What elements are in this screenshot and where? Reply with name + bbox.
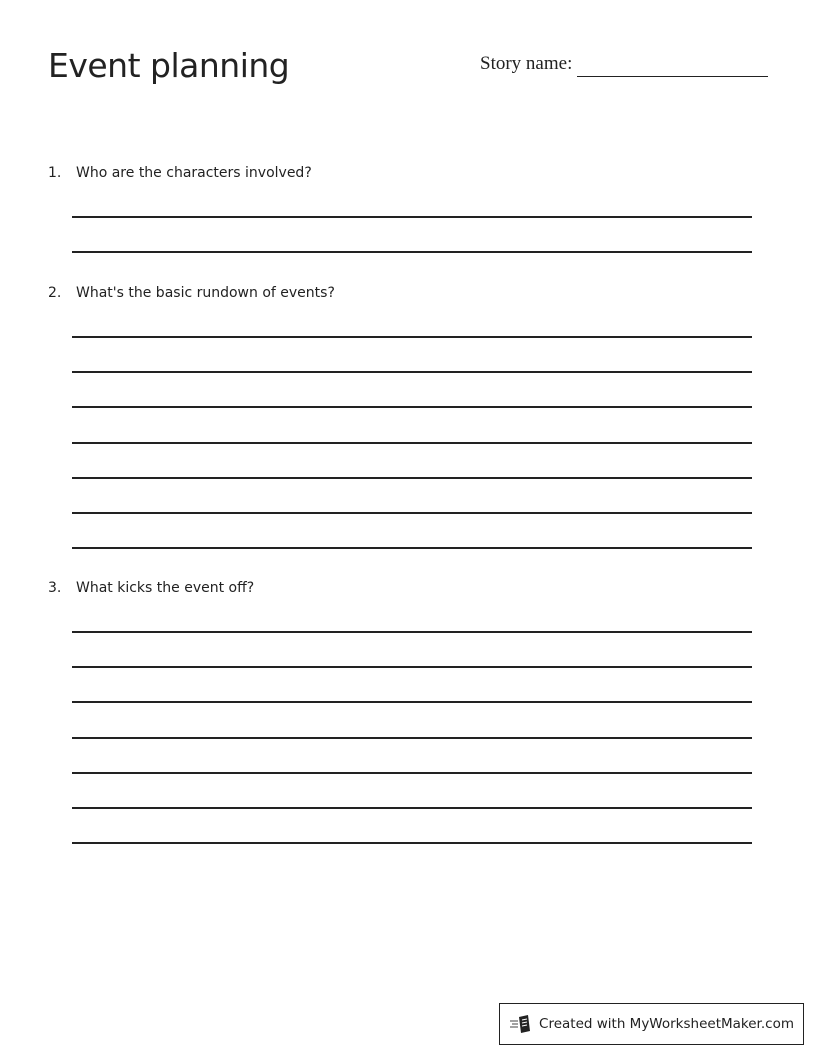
question-1 xyxy=(48,165,312,181)
answer-line[interactable] xyxy=(72,547,752,549)
page-title: Event planning xyxy=(48,46,290,85)
answer-line[interactable] xyxy=(72,842,752,844)
answer-line[interactable] xyxy=(72,737,752,739)
question-2 xyxy=(48,285,335,301)
answer-line[interactable] xyxy=(72,371,752,373)
question-text: Who are the characters involved? xyxy=(76,165,312,181)
answer-line[interactable] xyxy=(72,701,752,703)
footer-badge[interactable] xyxy=(499,1003,804,1045)
answer-line[interactable] xyxy=(72,251,752,253)
answer-line[interactable] xyxy=(72,406,752,408)
answer-line[interactable] xyxy=(72,442,752,444)
answer-line[interactable] xyxy=(72,512,752,514)
story-name-label: Story name: xyxy=(480,53,573,74)
story-name-field[interactable] xyxy=(577,76,768,77)
worksheet-logo-icon xyxy=(509,1014,533,1034)
footer-text: Created with MyWorksheetMaker.com xyxy=(539,1016,794,1032)
answer-line[interactable] xyxy=(72,336,752,338)
question-3 xyxy=(48,580,254,596)
answer-line[interactable] xyxy=(72,216,752,218)
answer-line[interactable] xyxy=(72,772,752,774)
answer-line[interactable] xyxy=(72,807,752,809)
question-number: 3. xyxy=(48,580,62,596)
question-text: What kicks the event off? xyxy=(76,580,255,596)
question-text: What's the basic rundown of events? xyxy=(76,285,335,301)
answer-line[interactable] xyxy=(72,477,752,479)
question-number: 1. xyxy=(48,165,62,181)
answer-line[interactable] xyxy=(72,631,752,633)
answer-line[interactable] xyxy=(72,666,752,668)
question-number: 2. xyxy=(48,285,62,301)
